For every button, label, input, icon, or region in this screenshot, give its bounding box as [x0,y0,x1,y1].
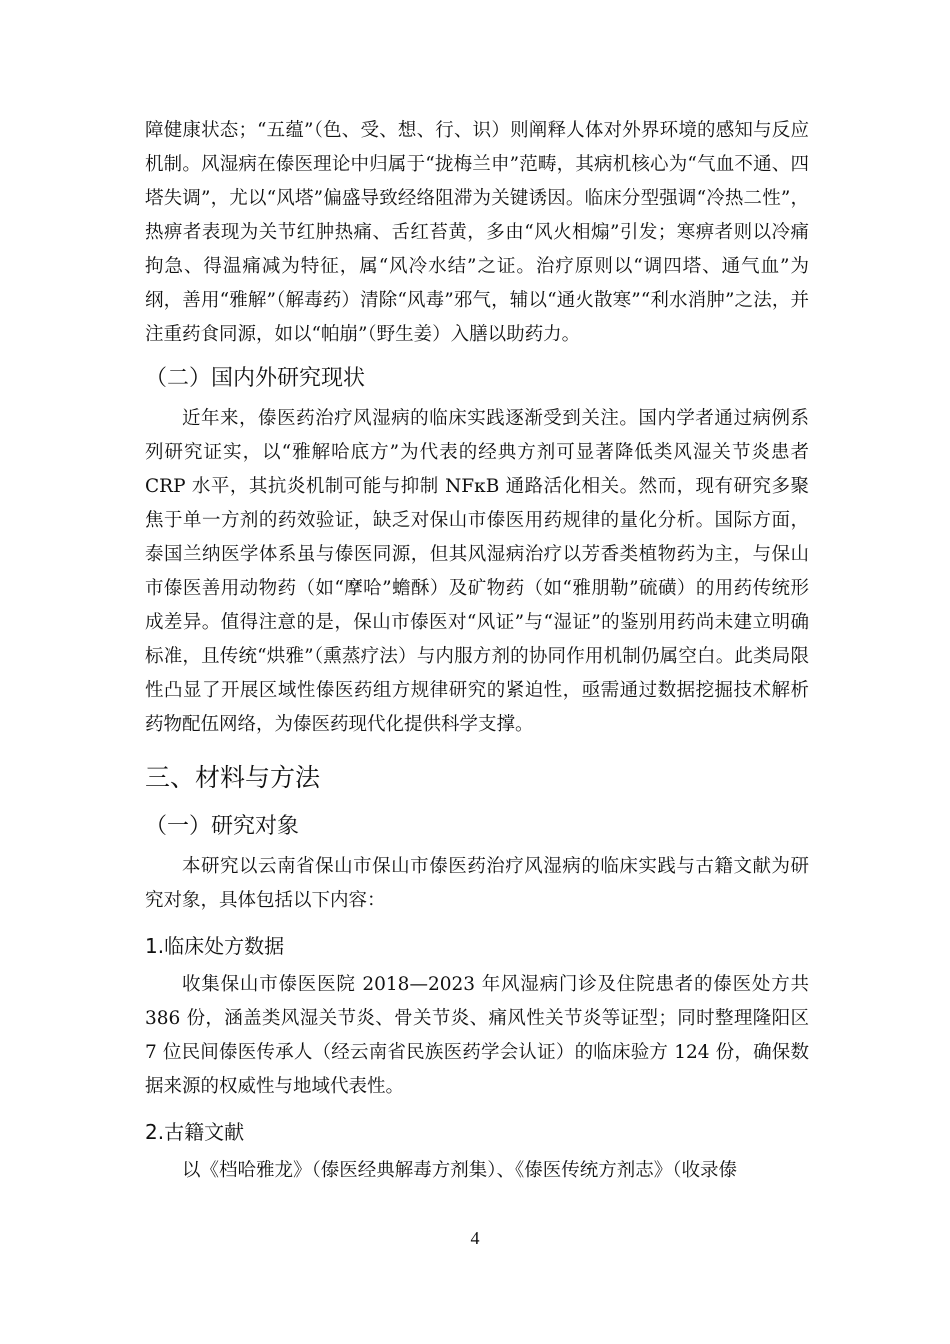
paragraph-research-subjects: 本研究以云南省保山市保山市傣医药治疗风湿病的临床实践与古籍文献为研究对象，具体包括以下内容： [145,856,809,911]
page-body [145,114,809,1188]
paragraph-clinical-prescriptions: 收集保山市傣医医院 2018—2023 年风湿病门诊及住院患者的傣医处方共 386 份，涵盖类风湿关节炎、骨关节炎、痛风性关节炎等证型；同时整理隆阳区 7 位民间傣医传承人（经云南省民族医药学会认证）的临床验方 124 份，确保数据来源的权威性与地域代表性。 [145,974,809,1097]
item-heading-ancient-texts: 2.古籍文献 [145,1120,245,1144]
page-number: 4 [470,1228,480,1248]
paragraph-theory-continued: 障健康状态；“五蕴”（色、受、想、行、识）则阐释人体对外界环境的感知与反应机制。风湿病在傣医理论中归属于“拢梅兰申”范畴，其病机核心为“气血不通、四塔失调”，尤以“风塔”偏盛导致经络阻滞为关键诱因。临床分型强调“冷热二性”，热痹者表现为关节红肿热痛、舌红苔黄，多由“风火相煽”引发；寒痹者则以冷痛拘急、得温痛减为特征，属“风冷水结”之证。治疗原则以“调四塔、通气血”为纲，善用“雅解”（解毒药）清除“风毒”邪气，辅以“通火散寒”“利水消肿”之法，并注重药食同源，如以“帕崩”（野生姜）入膳以助药力。 [145,120,809,345]
section-heading-materials-methods: 三、材料与方法 [145,763,321,792]
subheading-research-status: （二）国内外研究现状 [145,366,366,391]
item-heading-clinical-prescriptions: 1.临床处方数据 [145,934,285,958]
subheading-research-subjects: （一）研究对象 [145,814,300,839]
paragraph-ancient-texts: 以《档哈雅龙》（傣医经典解毒方剂集）、《傣医传统方剂志》（收录傣 [182,1160,738,1181]
paragraph-research-status: 近年来，傣医药治疗风湿病的临床实践逐渐受到关注。国内学者通过病例系列研究证实，以“雅解哈底方”为代表的经典方剂可显著降低类风湿关节炎患者 CRP 水平，其抗炎机制可能与抑制 NFκB 通路活化相关。然而，现有研究多聚焦于单一方剂的药效验证，缺乏对保山市傣医用药规律的量化分析。国际方面，泰国兰纳医学体系虽与傣医同源，但其风湿病治疗以芳香类植物药为主，与保山市傣医善用动物药（如“摩哈”蟾酥）及矿物药（如“雅朋勒”硫磺）的用药传统形成差异。值得注意的是，保山市傣医对“风证”与“湿证”的鉴别用药尚未建立明确标准，且传统“烘雅”（熏蒸疗法）与内服方剂的协同作用机制仍属空白。此类局限性凸显了开展区域性傣医药组方规律研究的紧迫性，亟需通过数据挖掘技术解析药物配伍网络，为傣医药现代化提供科学支撑。 [145,408,809,735]
